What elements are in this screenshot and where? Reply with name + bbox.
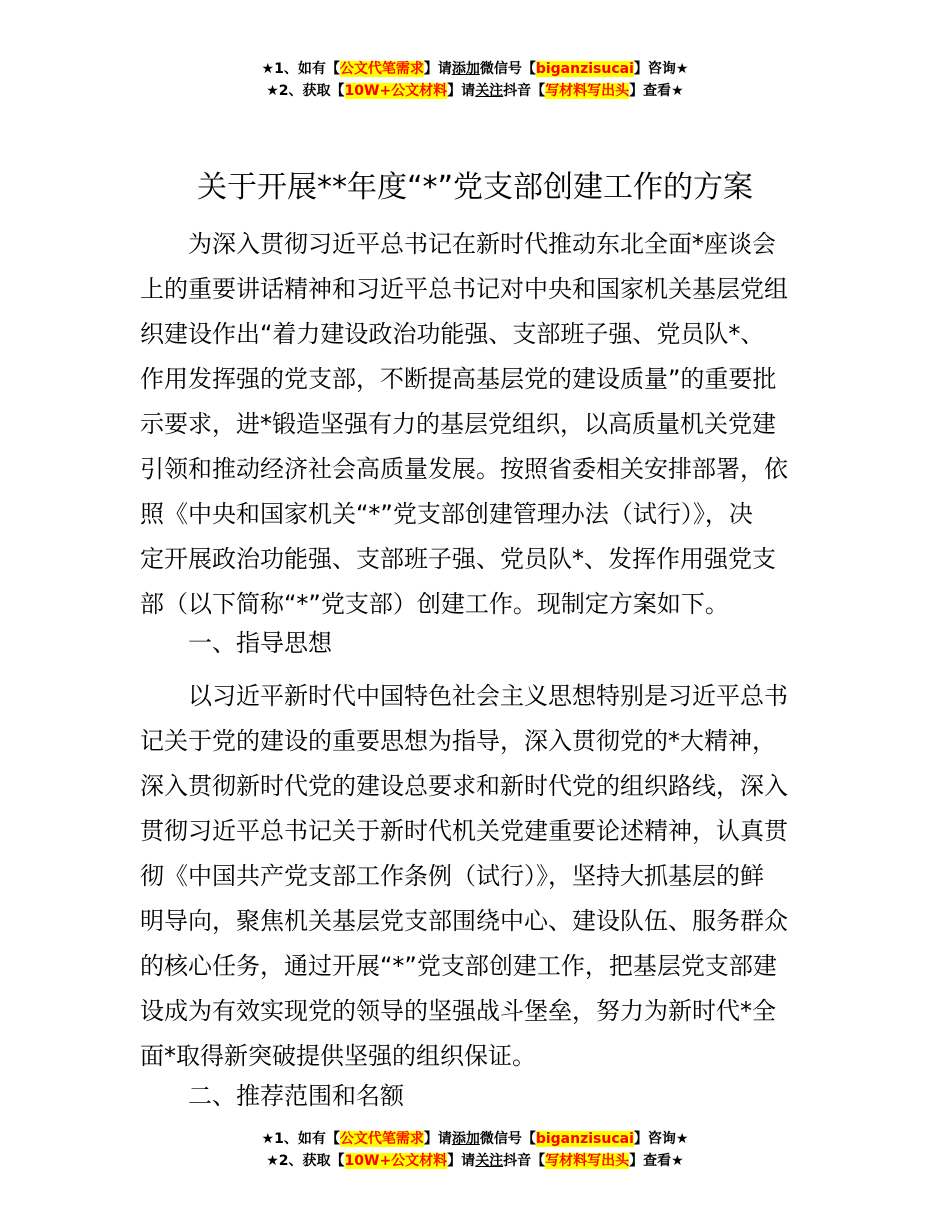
text-line: 彻《中国共产党支部工作条例（试行）》，坚持大抓基层的鲜 [140, 862, 764, 890]
text-line: 深入贯彻新时代党的建设总要求和新时代党的组织路线，深入 [140, 772, 788, 800]
text-line: 示要求，进*锻造坚强有力的基层党组织，以高质量机关党建 [140, 410, 776, 438]
promo-text: 】请 [447, 83, 476, 99]
promo-underlined-text: 添加 [451, 1131, 480, 1147]
paragraph-intro [140, 222, 812, 627]
text-line: 上的重要讲话精神和习近平总书记对中央和国家机关基层党组 [140, 275, 788, 303]
promo-line-2 [0, 1150, 950, 1172]
text-line: 贯彻习近平总书记关于新时代机关党建重要论述精神，认真贯 [140, 817, 788, 845]
text-line: 记关于党的建设的重要思想为指导，深入贯彻党的*大精神， [140, 727, 776, 755]
promo-text: ★2、获取【 [266, 1153, 345, 1169]
text-line: 设成为有效实现党的领导的坚强战斗堡垒，努力为新时代*全 [140, 997, 776, 1025]
promo-text: 】咨询★ [633, 1131, 689, 1147]
promo-highlight: biganzisucai [535, 1131, 634, 1147]
promo-highlight: 写材料写出头 [545, 83, 630, 99]
promo-text: 】查看★ [629, 83, 684, 99]
promo-line-1 [0, 58, 950, 80]
promo-text: ★1、如有【 [261, 61, 340, 77]
promo-text: 】请 [423, 1131, 452, 1147]
text-line: 为深入贯彻习近平总书记在新时代推动东北全面*座谈会 [188, 230, 776, 258]
promo-text: 】咨询★ [633, 61, 689, 77]
text-line: 作用发挥强的党支部，不断提高基层党的建设质量”的重要批 [140, 365, 777, 393]
promo-line-2 [0, 80, 950, 102]
text-line: 的核心任务，通过开展“*”党支部创建工作，把基层党支部建 [140, 952, 777, 980]
promo-text: 】请 [423, 61, 452, 77]
promo-text: 微信号【 [479, 61, 536, 77]
promo-highlight: biganzisucai [535, 61, 634, 77]
text-line: 部（以下简称“*”党支部）创建工作。现制定方案如下。 [140, 590, 729, 618]
promo-underlined-text: 关注 [475, 1153, 504, 1169]
promo-banner-bottom [0, 1128, 950, 1172]
promo-text: 】查看★ [629, 1153, 684, 1169]
text-line: 引领和推动经济社会高质量发展。按照省委相关安排部署，依 [140, 455, 788, 483]
promo-highlight: 10W+公文材料 [344, 83, 448, 99]
promo-underlined-text: 关注 [475, 83, 504, 99]
text-line: 照《中央和国家机关“*”党支部创建管理办法（试行）》，决 [140, 500, 753, 528]
promo-line-1 [0, 1128, 950, 1150]
promo-underlined-text: 添加 [451, 61, 480, 77]
promo-banner-top [0, 58, 950, 102]
section-heading-1: 一、指导思想 [188, 629, 332, 657]
text-line: 明导向，聚焦机关基层党支部围绕中心、建设队伍、服务群众 [140, 907, 788, 935]
promo-text: ★2、获取【 [266, 83, 345, 99]
paragraph-guiding-thought [140, 674, 812, 1079]
text-line: 以习近平新时代中国特色社会主义思想特别是习近平总书 [188, 682, 788, 710]
text-line: 面*取得新突破提供坚强的组织保证。 [140, 1042, 536, 1070]
promo-highlight: 公文代笔需求 [339, 1131, 424, 1147]
text-line: 定开展政治功能强、支部班子强、党员队*、发挥作用强党支 [140, 545, 776, 573]
text-line: 织建设作出“着力建设政治功能强、支部班子强、党员队*、 [140, 320, 765, 348]
promo-text: ★1、如有【 [261, 1131, 340, 1147]
promo-text: 】请 [447, 1153, 476, 1169]
promo-text: 抖音【 [503, 1153, 546, 1169]
section-heading-2: 二、推荐范围和名额 [188, 1082, 404, 1110]
promo-highlight: 公文代笔需求 [339, 61, 424, 77]
promo-highlight: 10W+公文材料 [344, 1153, 448, 1169]
promo-text: 微信号【 [479, 1131, 536, 1147]
document-title: 关于开展**年度“*”党支部创建工作的方案 [196, 170, 754, 205]
promo-text: 抖音【 [503, 83, 546, 99]
promo-highlight: 写材料写出头 [545, 1153, 630, 1169]
